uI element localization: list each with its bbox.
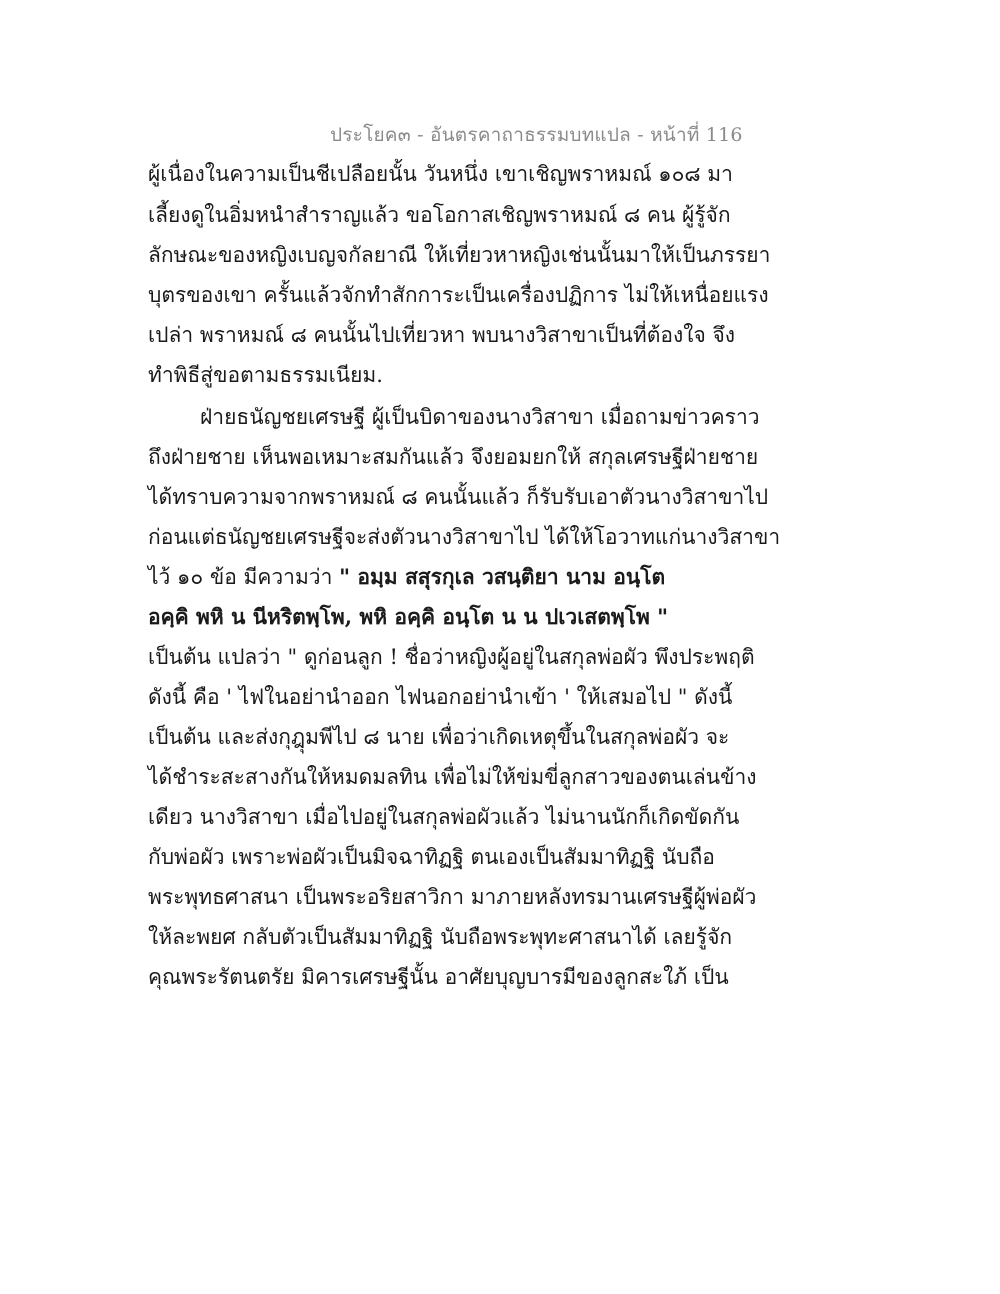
text-line: เป็นต้น แปลว่า " ดูก่อนลูก ! ชื่อว่าหญิงผู้อยู่ในสกุลพ่อผัว พึงประพฤติ	[148, 645, 755, 669]
text-line: ทำพิธีสู่ขอตามธรรมเนียม.	[148, 363, 383, 387]
text-line: ให้ละพยศ กลับตัวเป็นสัมมาทิฏฐิ นับถือพระพุทะศาสนาได้ เลยรู้จัก	[148, 925, 733, 949]
text-segment: ไว้ ๑๐ ข้อ มีความว่า	[148, 565, 333, 589]
pali-quote-part-1: " อมฺม สสุรกุเล วสนฺติยา นาม อนฺโต	[339, 564, 666, 589]
text-line: เดียว นางวิสาขา เมื่อไปอยู่ในสกุลพ่อผัวแล้ว ไม่นานนักก็เกิดขัดกัน	[148, 805, 740, 829]
text-line: ผู้เนื่องในความเป็นชีเปลือยนั้น วันหนึ่ง เขาเชิญพราหมณ์ ๑๐๘ มา	[148, 162, 733, 186]
text-line: ได้ชำระสะสางกันให้หมดมลทิน เพื่อไม่ให้ข่มขี่ลูกสาวของตนเล่นข้าง	[148, 765, 757, 789]
text-line: เป็นต้น และส่งกุฎุมพีไป ๘ นาย เพื่อว่าเกิดเหตุขึ้นในสกุลพ่อผัว จะ	[148, 725, 730, 749]
text-line: บุตรของเขา ครั้นแล้วจักทำสักการะเป็นเครื่องปฏิการ ไม่ให้เหนื่อยแรง	[148, 283, 769, 307]
running-header: ประโยค๓ - อันตรคาถาธรรมบทแปล - หน้าที่ 116	[330, 124, 743, 146]
text-line: ดังนี้ คือ ' ไฟในอย่านำออก ไฟนอกอย่านำเข้า ' ให้เสมอไป " ดังนี้	[148, 685, 733, 709]
pali-quote-part-2: อคฺคิ พหิ น นีหริตพฺโพ, พหิ อคฺคิ อนฺโต น น ปเวเสตพฺโพ "	[148, 604, 669, 629]
paragraph-first-line: ฝ่ายธนัญชยเศรษฐี ผู้เป็นบิดาของนางวิสาขา เมื่อถามข่าวคราว	[200, 405, 760, 429]
text-line: คุณพระรัตนตรัย มิคารเศรษฐีนั้น อาศัยบุญบารมีของลูกสะใภ้ เป็น	[148, 965, 729, 989]
text-line: ลักษณะของหญิงเบญจกัลยาณี ให้เที่ยวหาหญิงเช่นนั้นมาให้เป็นภรรยา	[148, 243, 771, 267]
text-line: กับพ่อผัว เพราะพ่อผัวเป็นมิจฉาทิฏฐิ ตนเองเป็นสัมมาทิฏฐิ นับถือ	[148, 845, 715, 869]
text-line: ก่อนแต่ธนัญชยเศรษฐีจะส่งตัวนางวิสาขาไป ได้ให้โอวาทแก่นางวิสาขา	[148, 525, 781, 549]
text-line: พระพุทธศาสนา เป็นพระอริยสาวิกา มาภายหลังทรมานเศรษฐีผู้พ่อผัว	[148, 885, 757, 909]
text-line	[148, 563, 708, 591]
text-line: เลี้ยงดูในอิ่มหนำสำราญแล้ว ขอโอกาสเชิญพราหมณ์ ๘ คน ผู้รู้จัก	[148, 203, 731, 227]
text-line: ได้ทราบความจากพราหมณ์ ๘ คนนั้นแล้ว ก็รับรับเอาตัวนางวิสาขาไป	[148, 485, 769, 509]
text-line: เปล่า พราหมณ์ ๘ คนนั้นไปเที่ยวหา พบนางวิสาขาเป็นที่ต้องใจ จึง	[148, 323, 736, 347]
text-line: ถึงฝ่ายชาย เห็นพอเหมาะสมกันแล้ว จึงยอมยกให้ สกุลเศรษฐีฝ่ายชาย	[148, 445, 759, 469]
